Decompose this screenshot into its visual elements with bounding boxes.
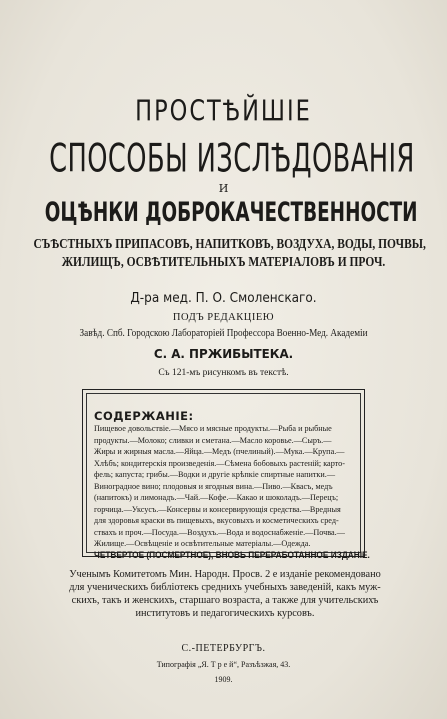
title-conjunction: И	[218, 182, 229, 195]
drawings-note: Съ 121-мъ рисункомъ въ текстѣ.	[158, 368, 289, 378]
contents-line: продукты.—Молоко; сливки и сметана.—Масло коровье.—Сыръ.—	[94, 435, 332, 445]
contents-line: фель; капуста; грибы.—Водки и другіе крѣпкіе спиртные напитки.—	[94, 470, 336, 479]
contents-line: для здоровья краски въ пищевыхъ, вкусовыхъ и косметическихъ сред-	[94, 516, 339, 525]
contents-line: (напитокъ) и лимонадъ.—Чай.—Кофе.—Какао и шоколадъ.—Перецъ;	[94, 493, 339, 502]
subtitle-line-1: СЪѢСТНЫХЪ ПРИПАСОВЪ, НАПИТКОВЪ, ВОЗДУХА, ВОДЫ, ПОЧВЫ,	[33, 236, 426, 251]
recommendation-line: для ученическихъ библіотекъ среднихъ учебныхъ заведеній, какъ муж-	[69, 582, 381, 593]
contents-heading: СОДЕРЖАНІЕ:	[94, 409, 194, 423]
recommendation-line: Ученымъ Комитетомъ Мин. Народн. Просв. 2 е изданіе рекомендовано	[69, 569, 381, 580]
author: Д-ра мед. П. О. Смоленскаго.	[130, 291, 317, 306]
contents-line: ствахъ и проч.—Посуда.—Воздухъ.—Вода и водоснабженіе.—Почва.—	[94, 527, 345, 537]
contents-line: Хлѣбъ; кондитерскія произведенія.—Сѣмена бобовыхъ растеній; карто-	[94, 458, 345, 468]
editor-position: Завѣд. Спб. Городскою Лабораторіей Профессора Военно-Мед. Академіи	[79, 328, 368, 339]
contents-line-last: Жилище.—Освѣщеніе и освѣтительные матеріалы.—Одежда.	[94, 539, 311, 548]
title-line-2: СПОСОБЫ ИЗСЛѢДОВАНІЯ	[49, 134, 415, 181]
edition-note: ЧЕТВЕРТОЕ (ПОСМЕРТНОЕ), ВНОВЬ ПЕРЕРАБОТАННОЕ ИЗДАНІЕ.	[94, 549, 370, 560]
contents-line: Жиры и жирныя масла.—Яйца.—Медъ (пчелиный).—Мука.—Крупа.—	[94, 447, 345, 456]
imprint-city: С.-ПЕТЕРБУРГЪ.	[181, 643, 266, 654]
title-line-3: ОЦѢНКИ ДОБРОКАЧЕСТВЕННОСТИ	[44, 198, 418, 228]
contents-line: горчица.—Уксусъ.—Консервы и консервирующія средства.—Вредныя	[94, 504, 341, 514]
imprint-printer: Типографія „Я. Т р е й“, Разъѣзжая, 43.	[156, 660, 291, 669]
editor-name: С. А. ПРЖИБЫТЕКА.	[153, 346, 294, 361]
contents-line: Виноградное вино; плодовыя и ягодныя вина.—Пиво.—Квасъ, медъ	[94, 481, 333, 491]
recommendation-line: институтовъ и педагогическихъ курсовъ.	[135, 608, 315, 619]
title-line-1: ПРОСТѢЙШІЕ	[135, 93, 312, 128]
subtitle-line-2: ЖИЛИЩЪ, ОСВѢТИТЕЛЬНЫХЪ МАТЕРІАЛОВЪ И ПРОЧ.	[61, 254, 386, 269]
recommendation-line: скихъ, такъ и женскихъ, старшаго возраста, а также для учительскихъ	[71, 595, 379, 606]
contents-line: Пищевое довольствіе.—Мясо и мясные продукты.—Рыба и рыбные	[94, 424, 332, 433]
imprint-year: 1909.	[214, 675, 233, 684]
editor-label: ПОДЪ РЕДАКЦІЕЮ	[172, 312, 275, 323]
